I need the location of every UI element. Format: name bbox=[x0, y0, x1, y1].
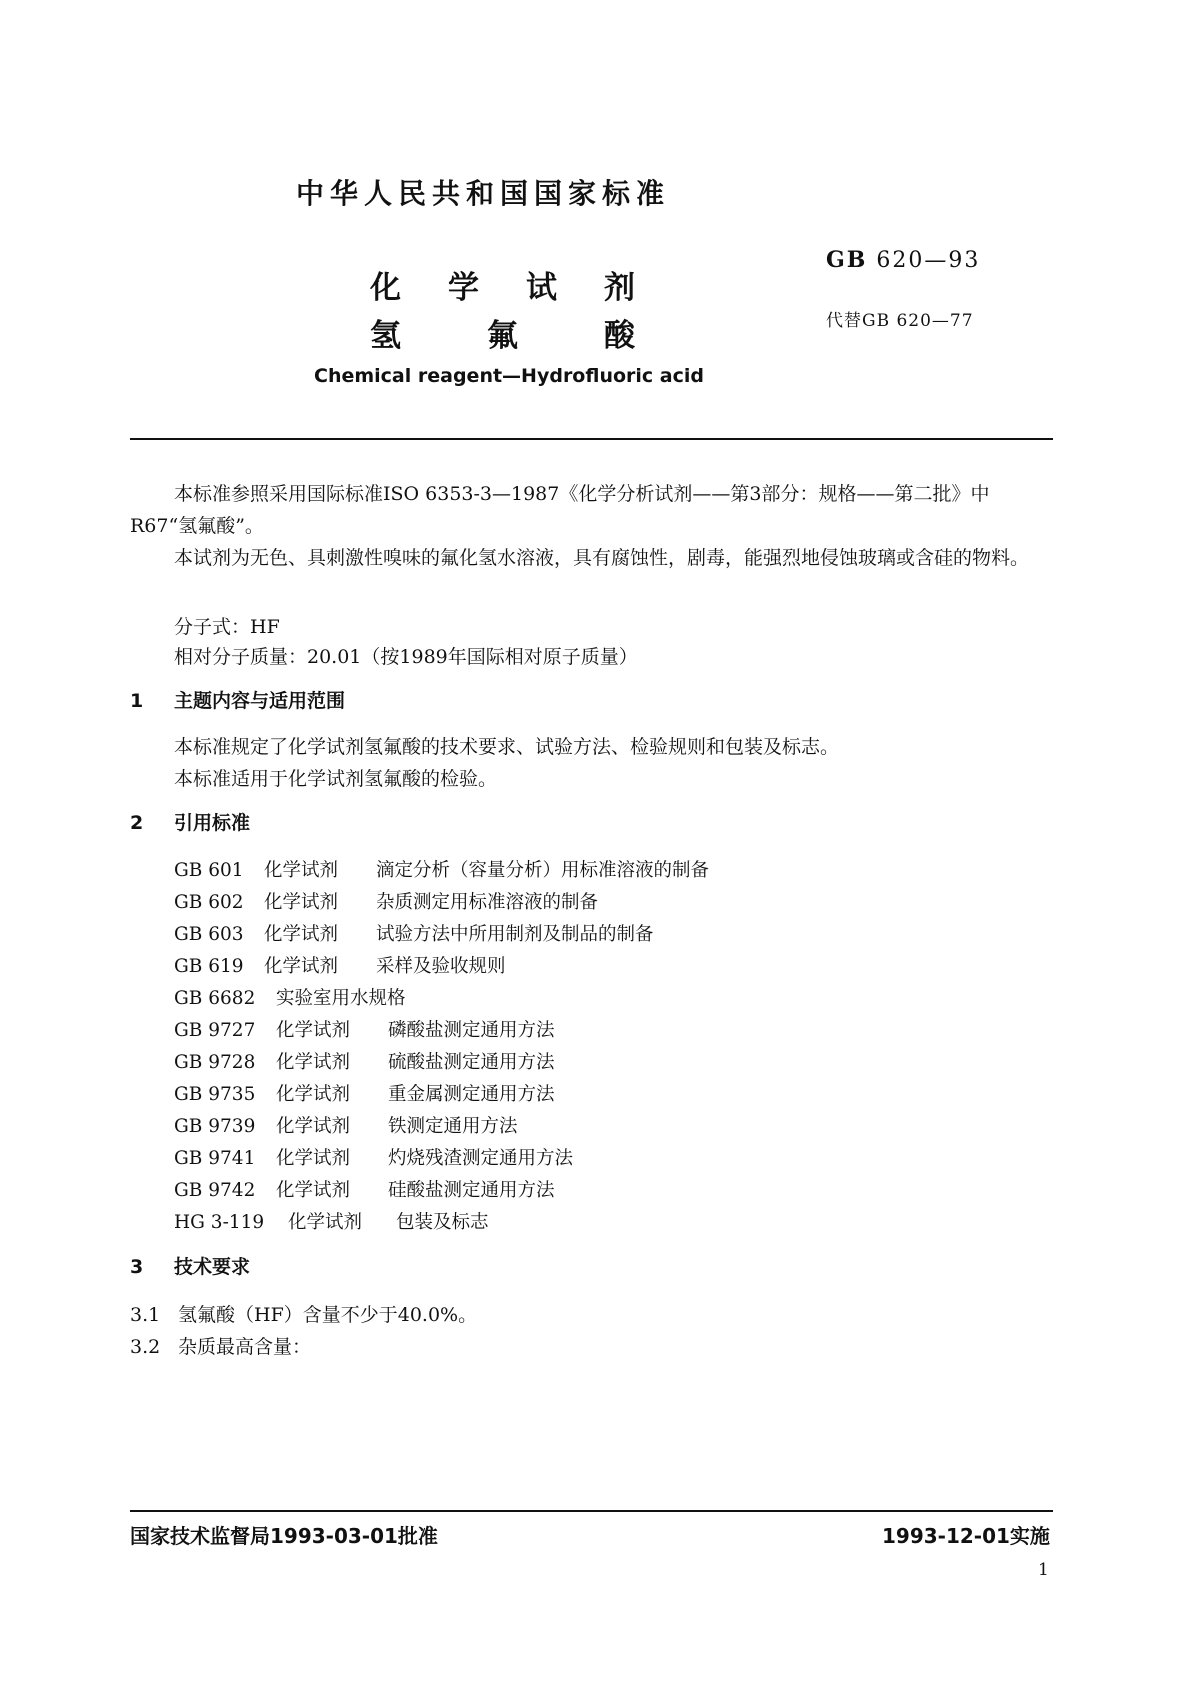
intro-paragraph-2: 本试剂为无色、具刺激性嗅味的氟化氢水溶液，具有腐蚀性，剧毒，能强烈地侵蚀玻璃或含硅的物料。 bbox=[174, 547, 1030, 569]
title-char: 学 bbox=[448, 270, 479, 306]
section-title: 技术要求 bbox=[174, 1256, 251, 1278]
page-number: 1 bbox=[1038, 1560, 1049, 1580]
molecular-formula: 分子式：HF bbox=[174, 616, 280, 638]
standard-number bbox=[826, 247, 980, 273]
title-char: 试 bbox=[526, 270, 557, 306]
section-title: 引用标准 bbox=[174, 812, 251, 834]
national-standard-title: 中华人民共和国国家标准 bbox=[296, 177, 671, 210]
clause-number: 3.2 bbox=[130, 1336, 161, 1358]
ref-name: 铁测定通用方法 bbox=[388, 1116, 518, 1137]
reference-row bbox=[174, 888, 598, 918]
ref-category: 化学试剂 bbox=[264, 860, 339, 881]
title-char: 剂 bbox=[604, 270, 635, 306]
ref-code: GB 6682 bbox=[174, 988, 256, 1009]
section-number: 2 bbox=[130, 812, 144, 834]
ref-code: GB 9728 bbox=[174, 1052, 256, 1073]
ref-category: 化学试剂 bbox=[276, 1180, 351, 1201]
ref-code: GB 602 bbox=[174, 892, 244, 913]
effective-date: 1993-12-01实施 bbox=[882, 1524, 1050, 1548]
clause-number: 3.1 bbox=[130, 1304, 161, 1326]
clause-text: 氢氟酸（HF）含量不少于40.0%。 bbox=[178, 1304, 478, 1326]
ref-code: GB 9735 bbox=[174, 1084, 256, 1105]
ref-name: 包装及标志 bbox=[396, 1212, 489, 1233]
ref-code: GB 601 bbox=[174, 860, 244, 881]
ref-category: 化学试剂 bbox=[276, 1084, 351, 1105]
reference-row bbox=[174, 856, 709, 886]
reference-row bbox=[174, 1176, 555, 1206]
clause-3-2 bbox=[130, 1332, 311, 1359]
ref-code: GB 9739 bbox=[174, 1116, 256, 1137]
clause-3-1 bbox=[130, 1300, 477, 1327]
ref-name: 杂质测定用标准溶液的制备 bbox=[376, 892, 599, 913]
ref-code: GB 9741 bbox=[174, 1148, 256, 1169]
ref-code: GB 9742 bbox=[174, 1180, 256, 1201]
replaces-standard: 代替GB 620—77 bbox=[826, 311, 974, 331]
reference-row bbox=[174, 920, 654, 950]
title-char: 酸 bbox=[604, 318, 635, 354]
reference-row bbox=[174, 1144, 573, 1174]
ref-category: 化学试剂 bbox=[276, 1116, 351, 1137]
intro-paragraph-1: 本标准参照采用国际标准ISO 6353-3—1987《化学分析试剂——第3部分：规格——第二批》中R67“氢氟酸”。 bbox=[130, 483, 990, 537]
reference-row bbox=[174, 1080, 555, 1110]
section-number: 1 bbox=[130, 690, 144, 712]
section-title: 主题内容与适用范围 bbox=[174, 690, 346, 712]
ref-name: 磷酸盐测定通用方法 bbox=[388, 1020, 555, 1041]
molecular-mass: 相对分子质量：20.01（按1989年国际相对原子质量） bbox=[174, 646, 638, 668]
ref-category: 化学试剂 bbox=[276, 1148, 351, 1169]
bottom-divider bbox=[130, 1510, 1053, 1512]
ref-category: 化学试剂 bbox=[276, 1020, 351, 1041]
ref-category: 化学试剂 bbox=[288, 1212, 363, 1233]
ref-category: 化学试剂 bbox=[264, 924, 339, 945]
title-char: 氢 bbox=[370, 318, 401, 354]
reference-row bbox=[174, 1048, 555, 1078]
standard-code: 620—93 bbox=[876, 248, 981, 273]
reference-row bbox=[174, 1016, 555, 1046]
section-2-heading bbox=[130, 808, 250, 835]
ref-category: 化学试剂 bbox=[264, 956, 339, 977]
ref-name: 滴定分析（容量分析）用标准溶液的制备 bbox=[376, 860, 710, 881]
ref-category: 化学试剂 bbox=[264, 892, 339, 913]
ref-name: 硫酸盐测定通用方法 bbox=[388, 1052, 555, 1073]
reference-row bbox=[174, 952, 506, 982]
reference-row bbox=[174, 984, 406, 1014]
reference-row bbox=[174, 1112, 518, 1142]
section-3-heading bbox=[130, 1252, 250, 1279]
approval-info: 国家技术监督局1993-03-01批准 bbox=[130, 1524, 438, 1548]
ref-code: GB 603 bbox=[174, 924, 244, 945]
clause-text: 杂质最高含量： bbox=[178, 1336, 312, 1358]
ref-name: 硅酸盐测定通用方法 bbox=[388, 1180, 555, 1201]
section-1-line: 本标准规定了化学试剂氢氟酸的技术要求、试验方法、检验规则和包装及标志。 bbox=[174, 736, 840, 758]
title-char: 化 bbox=[370, 270, 401, 306]
section-1-heading bbox=[130, 686, 345, 713]
section-1-line: 本标准适用于化学试剂氢氟酸的检验。 bbox=[174, 768, 498, 790]
reference-row bbox=[174, 1208, 489, 1238]
ref-name: 采样及验收规则 bbox=[376, 956, 506, 977]
title-line-2 bbox=[370, 310, 635, 355]
title-line-1 bbox=[370, 262, 635, 307]
ref-name: 试验方法中所用制剂及制品的制备 bbox=[376, 924, 654, 945]
standard-prefix: GB bbox=[826, 247, 868, 273]
ref-name: 重金属测定通用方法 bbox=[388, 1084, 555, 1105]
ref-code: HG 3-119 bbox=[174, 1212, 265, 1233]
top-divider bbox=[130, 438, 1053, 440]
title-char: 氟 bbox=[487, 318, 518, 354]
ref-category: 实验室用水规格 bbox=[276, 988, 406, 1009]
ref-code: GB 619 bbox=[174, 956, 244, 977]
ref-category: 化学试剂 bbox=[276, 1052, 351, 1073]
ref-name: 灼烧残渣测定通用方法 bbox=[388, 1148, 574, 1169]
ref-code: GB 9727 bbox=[174, 1020, 256, 1041]
english-title: Chemical reagent—Hydrofluoric acid bbox=[314, 365, 704, 387]
section-number: 3 bbox=[130, 1256, 144, 1278]
